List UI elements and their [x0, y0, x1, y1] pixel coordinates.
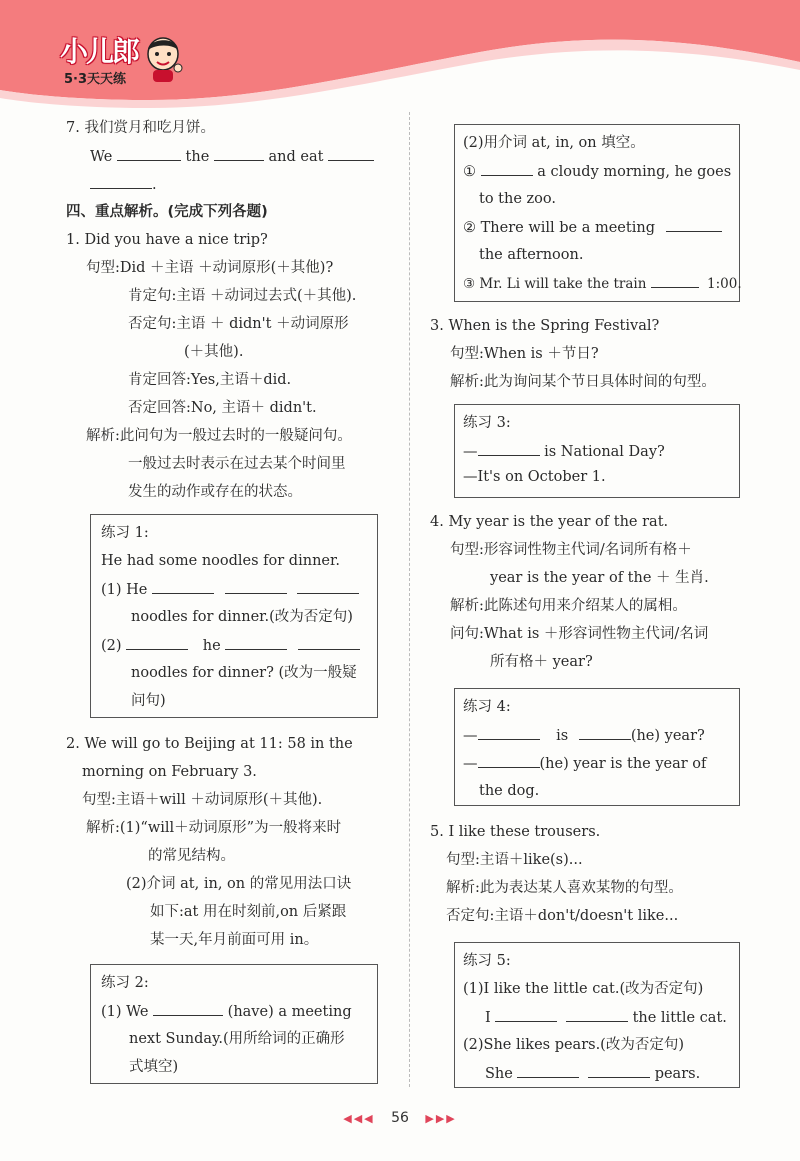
ex1-line4: noodles for dinner? (改为一般疑 [131, 665, 357, 681]
ex2-line2: next Sunday.(用所给词的正确形 [129, 1031, 345, 1047]
q2-title-2: morning on February 3. [82, 764, 257, 780]
q4-explanation: 解析:此陈述句用来介绍某人的属相。 [450, 598, 687, 614]
ex2b-line5 [463, 273, 742, 294]
q1-affirmative: 肯定句:主语 ＋动词过去式(＋其他). [128, 288, 357, 304]
ex5-pears: pears. [654, 1066, 701, 1082]
q2-explanation-4: 如下:at 用在时刻前,on 后紧跟 [150, 904, 347, 920]
ex1-title: 练习 1: [101, 525, 149, 541]
ex2b-blank-1[interactable] [481, 161, 533, 176]
q1-negative-1: 否定句:主语 ＋ didn't ＋动词原形 [128, 316, 349, 332]
ex3-dash: — [463, 444, 478, 460]
ex5-blank-3[interactable] [517, 1063, 579, 1078]
q1-explanation-3: 发生的动作或存在的状态。 [128, 484, 302, 500]
ex2b-line4: the afternoon. [479, 247, 584, 263]
exercise-2-box [90, 964, 378, 1084]
ex1-blank-1[interactable] [152, 579, 214, 594]
ex4-line2 [463, 753, 706, 774]
ex4-line3: the dog. [479, 783, 540, 799]
q7-line1 [90, 146, 374, 167]
q1-title: 1. Did you have a nice trip? [66, 232, 268, 248]
q7-blank-4[interactable] [90, 174, 152, 189]
q2-explanation-5: 某一天,年月前面可用 in。 [150, 932, 319, 948]
page-number: 56 [391, 1110, 409, 1126]
ex2b-line1 [463, 161, 731, 182]
ex2-title: 练习 2: [101, 975, 149, 991]
arrows-right-icon: ▶▶▶ [425, 1112, 457, 1125]
q2-explanation-3: (2)介词 at, in, on 的常见用法口诀 [126, 876, 352, 892]
q4-question-1: 问句:What is ＋形容词性物主代词/名词 [450, 626, 709, 642]
q2-explanation-2: 的常见结构。 [148, 848, 235, 864]
q7-text-and-eat: and eat [268, 149, 324, 165]
ex4-line1 [463, 725, 705, 746]
ex4-dash-2: — [463, 756, 478, 772]
q7-text-we: We [90, 149, 113, 165]
ex5-i: I [485, 1010, 491, 1026]
ex4-year-of: (he) year is the year of [539, 756, 707, 772]
ex5-she: She [485, 1066, 513, 1082]
ex4-is: is [556, 728, 569, 744]
q4-pattern-2: year is the year of the ＋ 生肖. [490, 570, 709, 586]
ex2b-title: (2)用介词 at, in, on 填空。 [463, 135, 645, 151]
ex2b-train: ③ Mr. Li will take the train [463, 276, 647, 292]
ex5-little-cat: the little cat. [632, 1010, 727, 1026]
ex2b-blank-3[interactable] [651, 273, 699, 288]
ex1-line1 [101, 579, 359, 600]
q1-pattern: 句型:Did ＋主语 ＋动词原形(＋其他)? [86, 260, 334, 276]
ex2b-item-1: ① [463, 164, 476, 180]
ex1-line2: noodles for dinner.(改为否定句) [131, 609, 353, 625]
ex2-we: (1) We [101, 1004, 149, 1020]
arrows-left-icon: ◀◀◀ [343, 1112, 375, 1125]
ex3-title: 练习 3: [463, 415, 511, 431]
section-4-title: 四、重点解析。(完成下列各题) [66, 204, 268, 220]
ex5-blank-1[interactable] [495, 1007, 557, 1022]
q2-title-1: 2. We will go to Beijing at 11: 58 in the [66, 736, 353, 752]
q3-pattern: 句型:When is ＋节日? [450, 346, 599, 362]
q1-explanation-1: 解析:此问句为一般过去时的一般疑问句。 [86, 428, 352, 444]
ex2-line3: 式填空) [129, 1059, 179, 1075]
ex5-blank-2[interactable] [566, 1007, 628, 1022]
q1-no-answer: 否定回答:No, 主语＋ didn't. [128, 400, 317, 416]
ex3-line2: —It's on October 1. [463, 469, 606, 485]
ex2-have-meeting: (have) a meeting [227, 1004, 352, 1020]
q7-period: . [152, 177, 157, 193]
brand-logo: 小儿郎 [60, 35, 139, 68]
ex2-blank-1[interactable] [153, 1001, 223, 1016]
ex1-blank-2[interactable] [225, 579, 287, 594]
q1-explanation-2: 一般过去时表示在过去某个时间里 [128, 456, 346, 472]
exercise-2b-box [454, 124, 740, 302]
exercise-5-box [454, 942, 740, 1088]
ex1-prompt: He had some noodles for dinner. [101, 553, 340, 569]
q4-question-2: 所有格＋ year? [490, 654, 593, 670]
ex1-line5: 问句) [131, 693, 166, 709]
exercise-4-box [454, 688, 740, 806]
q2-pattern: 句型:主语＋will ＋动词原形(＋其他). [82, 792, 323, 808]
ex2b-line3 [463, 217, 722, 238]
ex1-line3 [101, 635, 360, 656]
q1-yes-answer: 肯定回答:Yes,主语＋did. [128, 372, 292, 388]
q5-negative: 否定句:主语＋don't/doesn't like... [446, 908, 679, 924]
ex2b-meeting: ② There will be a meeting [463, 220, 655, 236]
ex3-line1 [463, 441, 665, 462]
ex1-blank-6[interactable] [298, 635, 360, 650]
ex4-dash-1: — [463, 728, 478, 744]
ex4-title: 练习 4: [463, 699, 511, 715]
q7-text-the: the [185, 149, 210, 165]
ex2-line1 [101, 1001, 352, 1022]
ex1-item-2: (2) [101, 638, 122, 654]
q4-title: 4. My year is the year of the rat. [430, 514, 669, 530]
ex1-he-2: he [202, 638, 221, 654]
q3-explanation: 解析:此为询问某个节日具体时间的句型。 [450, 374, 716, 390]
q7-blank-1[interactable] [117, 146, 181, 161]
ex2b-cloudy-morning: a cloudy morning, he goes [537, 164, 732, 180]
page-footer [0, 1110, 800, 1126]
q1-negative-2: (＋其他). [184, 344, 244, 360]
ex3-national-day: is National Day? [544, 444, 665, 460]
ex4-blank-3[interactable] [478, 753, 540, 768]
ex5-line3: (2)She likes pears.(改为否定句) [463, 1037, 684, 1053]
q5-pattern: 句型:主语＋like(s)... [446, 852, 583, 868]
mascot-boy-icon [142, 34, 184, 84]
ex5-line4 [485, 1063, 700, 1084]
ex1-blank-5[interactable] [225, 635, 287, 650]
q5-explanation: 解析:此为表达某人喜欢某物的句型。 [446, 880, 683, 896]
q7-title: 7. 我们赏月和吃月饼。 [66, 120, 215, 136]
q7-blank-3[interactable] [328, 146, 374, 161]
ex1-blank-4[interactable] [126, 635, 188, 650]
q7-line2 [90, 174, 157, 195]
ex3-blank-1[interactable] [478, 441, 540, 456]
ex2b-time: 1:00. [707, 276, 742, 292]
q7-blank-2[interactable] [214, 146, 264, 161]
q4-pattern-1: 句型:形容词性物主代词/名词所有格＋ [450, 542, 692, 558]
ex4-blank-1[interactable] [478, 725, 540, 740]
q5-title: 5. I like these trousers. [430, 824, 601, 840]
ex2b-blank-2[interactable] [666, 217, 722, 232]
ex1-blank-3[interactable] [297, 579, 359, 594]
ex4-blank-2[interactable] [579, 725, 631, 740]
brand-subtitle: 5·3天天练 [64, 72, 127, 87]
q2-explanation-1: 解析:(1)“will＋动词原形”为一般将来时 [86, 820, 342, 836]
q3-title: 3. When is the Spring Festival? [430, 318, 660, 334]
exercise-3-box [454, 404, 740, 498]
column-divider [409, 112, 410, 1087]
ex5-blank-4[interactable] [588, 1063, 650, 1078]
ex5-line1: (1)I like the little cat.(改为否定句) [463, 981, 704, 997]
ex5-title: 练习 5: [463, 953, 511, 969]
exercise-1-box [90, 514, 378, 718]
ex5-line2 [485, 1007, 727, 1028]
ex2b-line2: to the zoo. [479, 191, 556, 207]
ex1-he: (1) He [101, 582, 148, 598]
ex4-he-year: (he) year? [630, 728, 705, 744]
page-header [0, 0, 800, 110]
